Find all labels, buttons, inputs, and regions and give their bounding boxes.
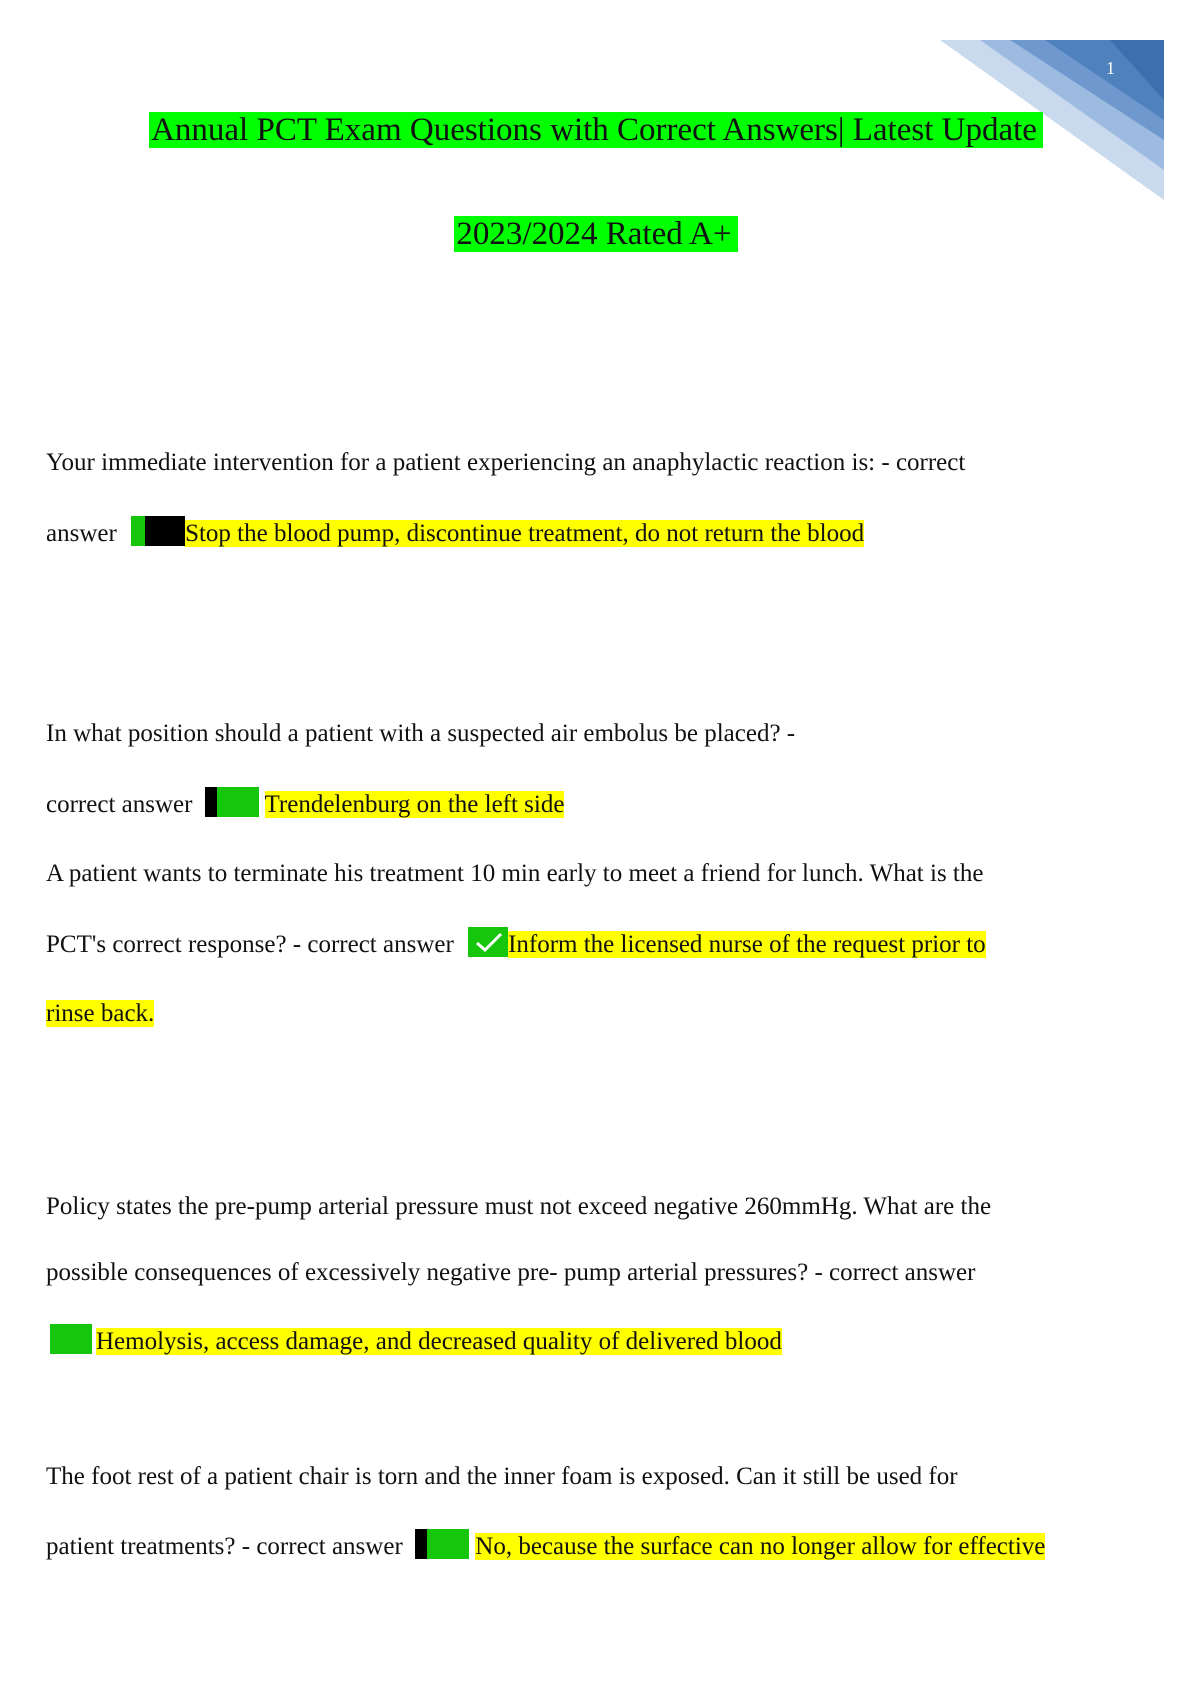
question-3-text: A patient wants to terminate his treatment 10 min early to meet a friend for lunch. What is the: [46, 860, 984, 887]
answer-1: Stop the blood pump, discontinue treatment, do not return the blood: [185, 520, 865, 547]
answer-label: PCT's correct response? - correct answer: [46, 931, 454, 958]
question-5-answer-line: [46, 1529, 1045, 1564]
document-title-line1: Annual PCT Exam Questions with Correct Answers| Latest Update: [0, 110, 1192, 150]
question-4-text-line2: possible consequences of excessively negative pre- pump arterial pressures? - correct answer: [46, 1259, 976, 1286]
question-4-answer-line: [46, 1324, 782, 1359]
answer-2: Trendelenburg on the left side: [264, 791, 565, 818]
question-1-answer-line: [46, 516, 864, 551]
question-5-text: The foot rest of a patient chair is torn and the inner foam is exposed. Can it still be used for: [46, 1463, 958, 1490]
answer-3: Inform the licensed nurse of the request prior to: [508, 931, 986, 958]
question-2-text: In what position should a patient with a suspected air embolus be placed? -: [46, 720, 796, 747]
check-icon: [468, 927, 508, 957]
question-3-answer-line: [46, 927, 986, 962]
question-3-answer-continued: rinse back.: [46, 1000, 155, 1027]
answer-label: answer: [46, 520, 117, 547]
document-title-line2: 2023/2024 Rated A+: [0, 214, 1192, 254]
answer-label: patient treatments? - correct answer: [46, 1533, 403, 1560]
marker-black: [205, 787, 217, 817]
marker-green: [131, 516, 145, 546]
marker-green: [427, 1529, 469, 1559]
answer-5: No, because the surface can no longer allow for effective: [475, 1533, 1046, 1560]
page-number: 1: [1106, 58, 1115, 78]
question-4-text: Policy states the pre-pump arterial pressure must not exceed negative 260mmHg. What are the: [46, 1193, 992, 1220]
marker-black: [415, 1529, 427, 1559]
answer-label: correct answer: [46, 791, 193, 818]
question-1-text: Your immediate intervention for a patient experiencing an anaphylactic reaction is: - correct: [46, 449, 966, 476]
marker-black: [145, 516, 185, 546]
marker-green: [217, 787, 259, 817]
question-2-answer-line: [46, 787, 564, 822]
answer-4: Hemolysis, access damage, and decreased quality of delivered blood: [96, 1328, 782, 1355]
marker-green: [50, 1324, 92, 1354]
